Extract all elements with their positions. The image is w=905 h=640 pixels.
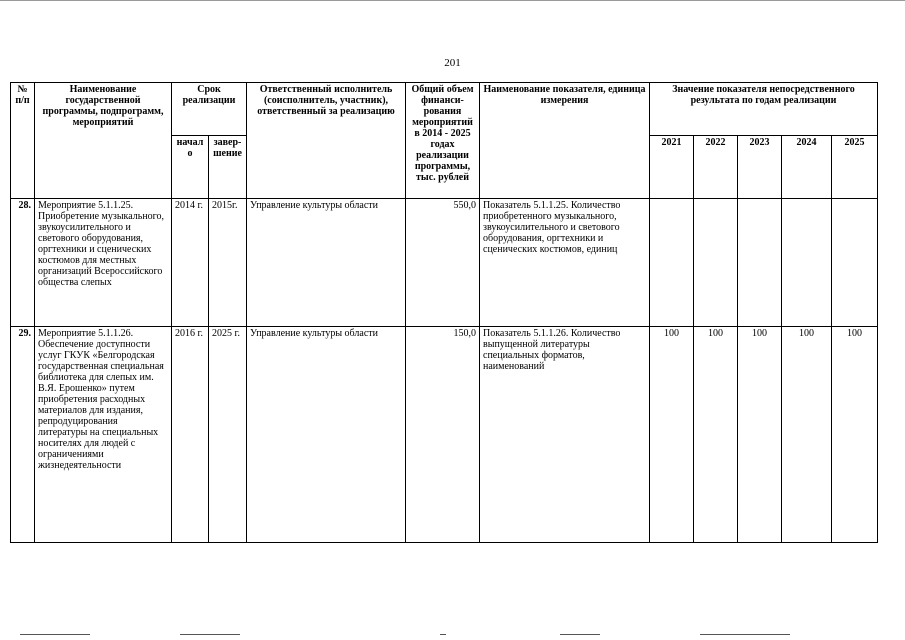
- value-cell: [782, 199, 832, 327]
- value-cell: 100: [650, 327, 694, 543]
- start-year: 2016 г.: [172, 327, 209, 543]
- header-year: 2024: [782, 136, 832, 199]
- header-indicator: Наименование показателя, единица измерения: [480, 83, 650, 199]
- header-row-1: [11, 83, 878, 136]
- value-cell: 100: [738, 327, 782, 543]
- end-year: 2025 г.: [209, 327, 247, 543]
- value-cell: [738, 199, 782, 327]
- header-start: начало: [172, 136, 209, 199]
- row-number: 29.: [11, 327, 35, 543]
- scan-top-edge: [0, 0, 905, 1]
- value-cell: 100: [782, 327, 832, 543]
- value-cell: [832, 199, 878, 327]
- funding-amount: 550,0: [406, 199, 480, 327]
- funding-amount: 150,0: [406, 327, 480, 543]
- value-cell: [650, 199, 694, 327]
- program-table: [10, 82, 878, 543]
- header-period: Срок реализации: [172, 83, 247, 136]
- value-cell: [694, 199, 738, 327]
- scan-bottom-marks: [0, 634, 905, 636]
- row-number: 28.: [11, 199, 35, 327]
- responsible-executor: Управление культуры области: [247, 327, 406, 543]
- header-num: № п/п: [11, 83, 35, 199]
- indicator-name: Показатель 5.1.1.26. Количество выпущенной литературы специальных форматов, наименований: [480, 327, 650, 543]
- table-row: [11, 199, 878, 327]
- header-year: 2025: [832, 136, 878, 199]
- header-values-title: Значение показателя непосредственного результата по годам реализации: [650, 83, 878, 136]
- measure-name: Мероприятие 5.1.1.26. Обеспечение доступности услуг ГКУК «Белгородская государственная специальная библиотека для слепых им. В.Я. Ерошенко» путем приобретения расходных материалов для издания, репродуцирования литературы на специальных носителях для людей с ограничениями жизнедеятельности: [35, 327, 172, 543]
- header-year: 2023: [738, 136, 782, 199]
- header-year: 2022: [694, 136, 738, 199]
- header-responsible: Ответственный исполнитель (соисполнитель, участник), ответственный за реализацию: [247, 83, 406, 199]
- measure-name: Мероприятие 5.1.1.25. Приобретение музыкального, звукоусилительного и светового оборудования, оргтехники и сценических костюмов для местных организаций Всероссийского общества слепых: [35, 199, 172, 327]
- header-funding: Общий объем финанси-рования мероприятий в 2014 - 2025 годах реализации программы, тыс. рублей: [406, 83, 480, 199]
- header-name: Наименование государственной программы, подпрограмм, мероприятий: [35, 83, 172, 199]
- table-row: [11, 327, 878, 543]
- header-end: завер-шение: [209, 136, 247, 199]
- value-cell: 100: [694, 327, 738, 543]
- indicator-name: Показатель 5.1.1.25. Количество приобретенного музыкального, звукоусилительного и светового оборудования, оргтехники и сценических костюмов, единиц: [480, 199, 650, 327]
- responsible-executor: Управление культуры области: [247, 199, 406, 327]
- header-year: 2021: [650, 136, 694, 199]
- start-year: 2014 г.: [172, 199, 209, 327]
- page-number: 201: [444, 57, 461, 69]
- value-cell: 100: [832, 327, 878, 543]
- end-year: 2015г.: [209, 199, 247, 327]
